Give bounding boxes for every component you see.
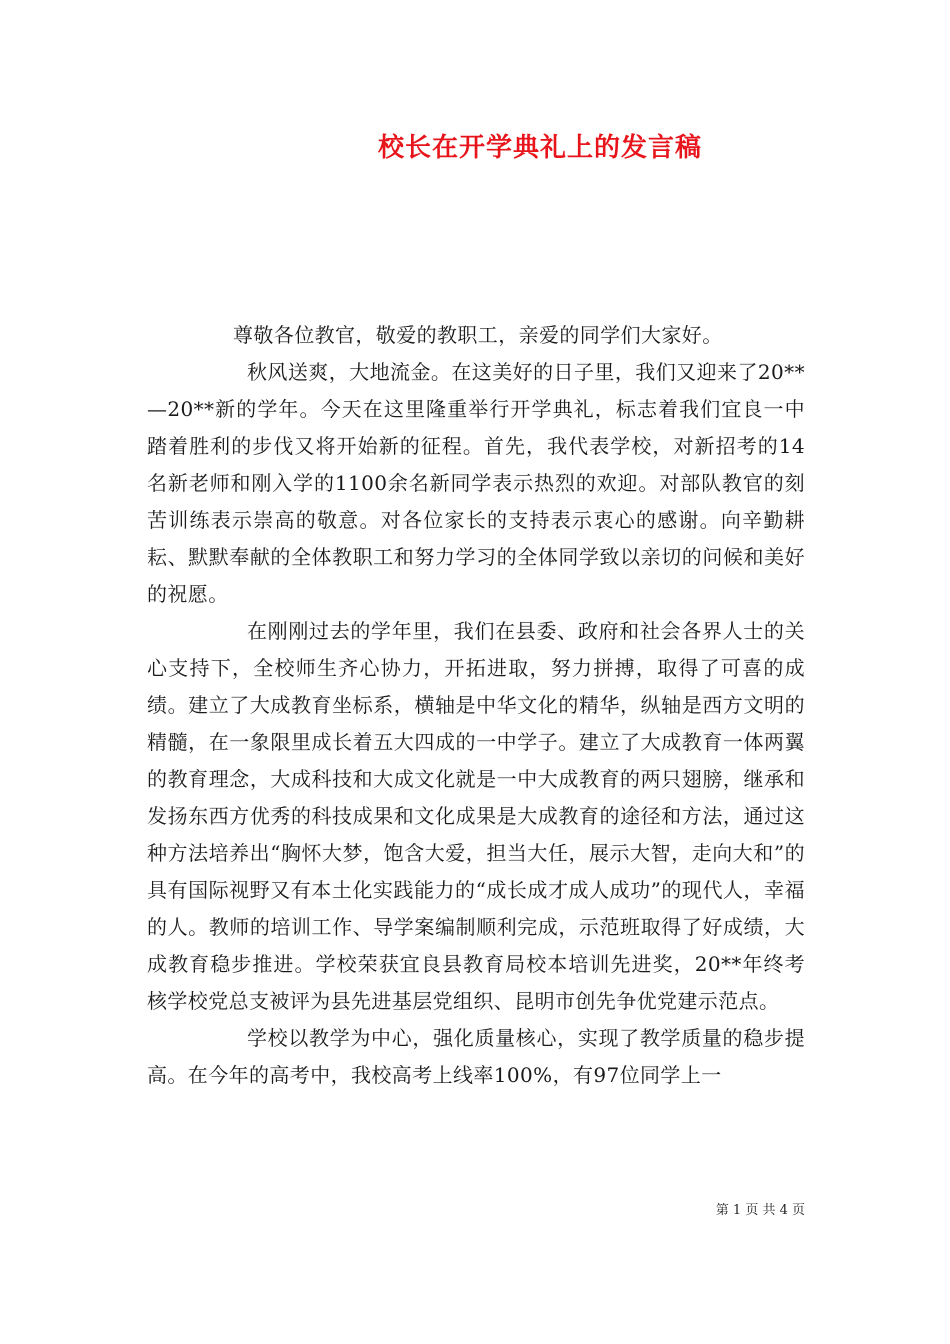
- page-number: 第 1 页 共 4 页: [715, 1203, 805, 1218]
- paragraph-2: 在刚刚过去的学年里，我们在县委、政府和社会各界人士的关心支持下，全校师生齐心协力，开拓进取，努力拼搏，取得了可喜的成绩。建立了大成教育坐标系，横轴是中华文化的精华，纵轴是西方文明的精髓，在一象限里成长着五大四成的一中学子。建立了大成教育一体两翼的教育理念，大成科技和大成文化就是一中大成教育的两只翅膀，继承和发扬东西方优秀的科技成果和文化成果是大成教育的途径和方法，通过这种方法培养出“胸怀大梦，饱含大爱，担当大任，展示大智，走向大和”的具有国际视野又有本土化实践能力的“成长成才成人成功”的现代人，幸福的人。教师的培训工作、导学案编制顺利完成，示范班取得了好成绩，大成教育稳步推进。学校荣获宜良县教育局校本培训先进奖，20**年终考核学校党总支被评为县先进基层党组织、昆明市创先争优党建示范点。: [147, 619, 805, 1013]
- paragraph-1: 秋风送爽，大地流金。在这美好的日子里，我们又迎来了20**—20**新的学年。今天在这里隆重举行开学典礼，标志着我们宜良一中踏着胜利的步伐又将开始新的征程。首先，我代表学校，对新招考的14名新老师和刚入学的1100余名新同学表示热烈的欢迎。对部队教官的刻苦训练表示崇高的敬意。对各位家长的支持表示衷心的感谢。向辛勤耕耘、默默奉献的全体教职工和努力学习的全体同学致以亲切的问候和美好的祝愿。: [147, 360, 805, 606]
- document-title: 校长在开学典礼上的发言稿: [377, 133, 702, 163]
- paragraph-3: 学校以教学为中心，强化质量核心，实现了教学质量的稳步提高。在今年的高考中，我校高考上线率100%，有97位同学上一: [147, 1026, 805, 1087]
- document-body: [147, 317, 805, 1094]
- salutation: 尊敬各位教官，敬爱的教职工，亲爱的同学们大家好。: [233, 323, 723, 347]
